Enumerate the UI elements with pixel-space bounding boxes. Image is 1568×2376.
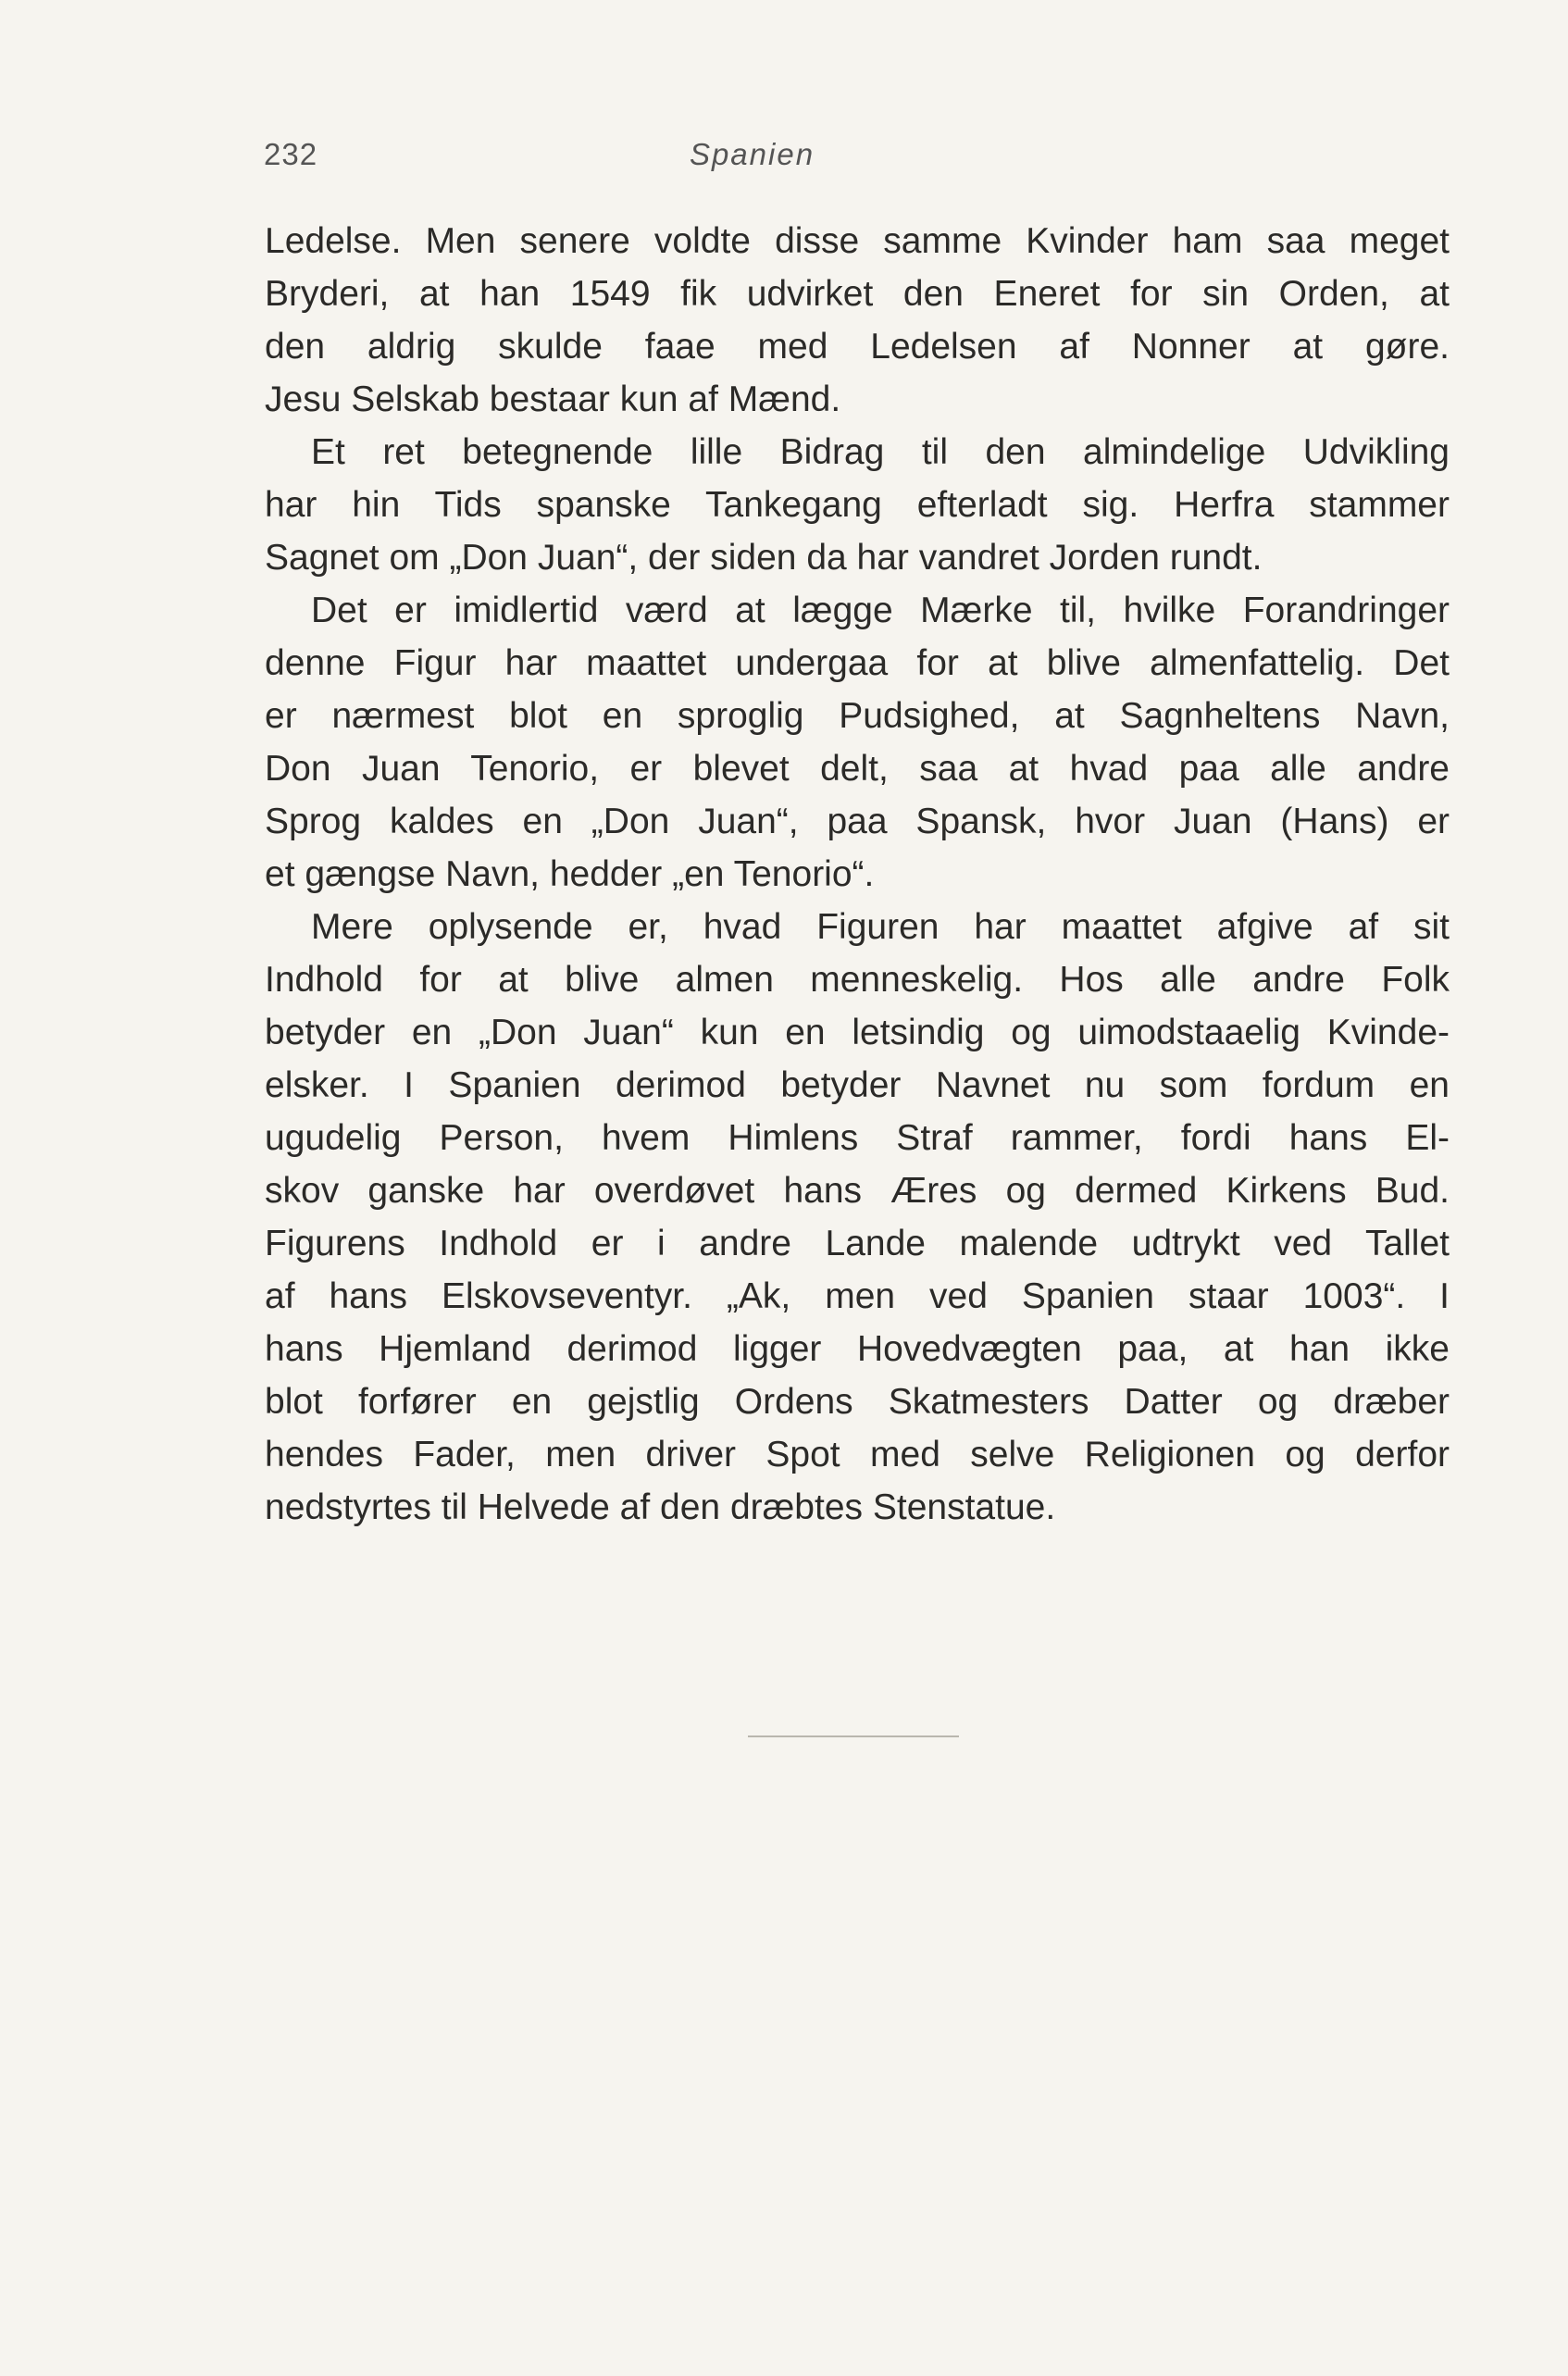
page-number: 232 xyxy=(264,137,318,171)
text-line: er nærmest blot en sproglig Pudsighed, at Sagnheltens Navn, xyxy=(265,696,1450,736)
text-line: denne Figur har maattet undergaa for at blive almenfattelig. Det xyxy=(265,643,1450,683)
text-line: Mere oplysende er, hvad Figuren har maattet afgive af sit xyxy=(311,907,1450,947)
text-line: hans Hjemland derimod ligger Hovedvægten paa, at han ikke xyxy=(265,1329,1450,1369)
text-line: Et ret betegnende lille Bidrag til den almindelige Udvikling xyxy=(311,432,1450,472)
text-line: Bryderi, at han 1549 fik udvirket den Eneret for sin Orden, at xyxy=(265,274,1450,314)
text-line: Det er imidlertid værd at lægge Mærke til, hvilke Forandringer xyxy=(311,591,1450,630)
running-title: Spanien xyxy=(689,137,815,171)
text-line: den aldrig skulde faae med Ledelsen af Nonner at gøre. xyxy=(265,327,1450,367)
page-header xyxy=(264,137,1453,183)
body-text xyxy=(265,215,1450,1534)
text-line: Ledelse. Men senere voldte disse samme Kvinder ham saa meget xyxy=(265,221,1450,261)
text-line: Sagnet om „Don Juan“, der siden da har vandret Jorden rundt. xyxy=(265,538,1263,578)
text-line: ugudelig Person, hvem Himlens Straf rammer, fordi hans El- xyxy=(265,1118,1450,1158)
text-line: af hans Elskovseventyr. „Ak, men ved Spanien staar 1003“. I xyxy=(265,1276,1450,1316)
text-line: Sprog kaldes en „Don Juan“, paa Spansk, hvor Juan (Hans) er xyxy=(265,802,1450,841)
text-line: Don Juan Tenorio, er blevet delt, saa at hvad paa alle andre xyxy=(265,749,1450,789)
text-line: Jesu Selskab bestaar kun af Mænd. xyxy=(265,379,841,419)
text-line: betyder en „Don Juan“ kun en letsindig og uimodstaaelig Kvinde- xyxy=(265,1013,1450,1052)
text-line: skov ganske har overdøvet hans Æres og dermed Kirkens Bud. xyxy=(265,1171,1450,1211)
text-line: Indhold for at blive almen menneskelig. Hos alle andre Folk xyxy=(265,960,1450,1000)
text-line: hendes Fader, men driver Spot med selve Religionen og derfor xyxy=(265,1435,1450,1474)
end-separator-rule xyxy=(748,1735,959,1737)
text-line: et gængse Navn, hedder „en Tenorio“. xyxy=(265,854,875,894)
text-line: har hin Tids spanske Tankegang efterladt sig. Herfra stammer xyxy=(265,485,1450,525)
text-line: nedstyrtes til Helvede af den dræbtes Stenstatue. xyxy=(265,1487,1056,1527)
text-line: Figurens Indhold er i andre Lande malende udtrykt ved Tallet xyxy=(265,1224,1450,1263)
text-line: elsker. I Spanien derimod betyder Navnet nu som fordum en xyxy=(265,1065,1450,1105)
text-line: blot forfører en gejstlig Ordens Skatmesters Datter og dræber xyxy=(265,1382,1450,1422)
